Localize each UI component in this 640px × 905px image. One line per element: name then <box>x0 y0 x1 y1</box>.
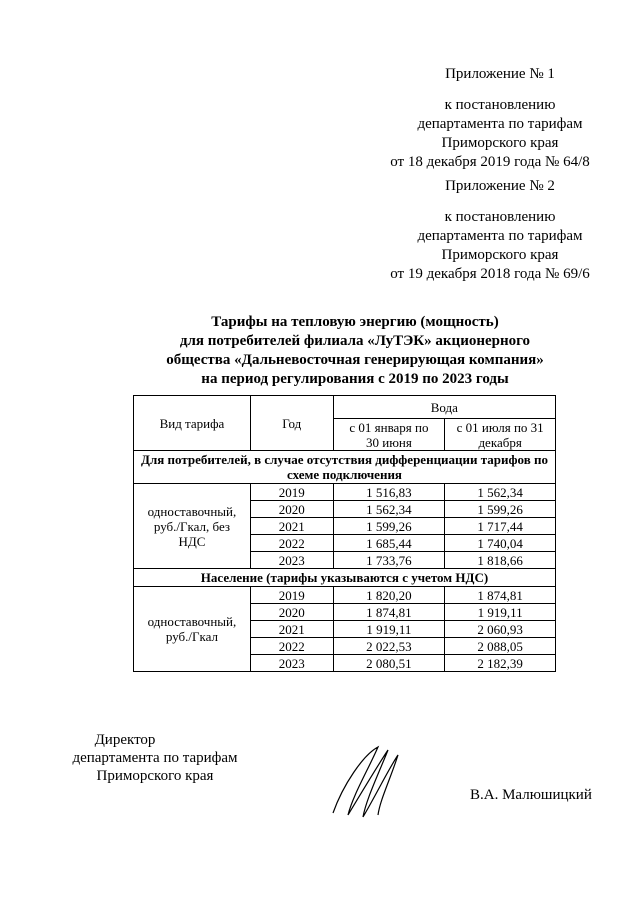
tariff-h1-cell: 1 685,44 <box>333 535 445 552</box>
year-cell: 2023 <box>250 552 333 569</box>
tariff-h1-cell: 1 820,20 <box>333 587 445 604</box>
header-year: Год <box>250 396 333 451</box>
appendix-1-title: Приложение № 1 <box>445 66 555 82</box>
header-h2: с 01 июля по 31 декабря <box>445 419 556 451</box>
section-title: Для потребителей, в случае отсутствия дифференциации тарифов по схеме подключения <box>134 451 556 484</box>
tariff-h1-cell: 2 022,53 <box>333 638 445 655</box>
tariff-h2-cell: 1 874,81 <box>445 587 556 604</box>
position-line: Директор <box>94 732 156 748</box>
tariff-h1-cell: 2 080,51 <box>333 655 445 672</box>
title-line: Тарифы на тепловую энергию (мощность) <box>211 314 499 330</box>
year-cell: 2022 <box>250 638 333 655</box>
header-water: Вода <box>333 396 555 419</box>
appendix-1 <box>390 65 600 172</box>
tariff-type-label: одноставочный, руб./Гкал, без НДС <box>134 484 251 569</box>
tariff-h1-cell: 1 599,26 <box>333 518 445 535</box>
table-row <box>134 484 556 501</box>
tariff-h2-cell: 2 060,93 <box>445 621 556 638</box>
appendix-line: от 19 декабря 2018 года № 69/6 <box>390 266 590 282</box>
tariff-h1-cell: 1 516,83 <box>333 484 445 501</box>
position-line: департамента по тарифам <box>72 750 238 766</box>
year-cell: 2022 <box>250 535 333 552</box>
title-line: общества «Дальневосточная генерирующая компания» <box>166 352 544 368</box>
title-line: для потребителей филиала «ЛуТЭК» акционерного <box>179 333 531 349</box>
title-line: на период регулирования с 2019 по 2023 годы <box>201 371 509 387</box>
appendix-line: от 18 декабря 2019 года № 64/8 <box>390 154 590 170</box>
tariff-h2-cell: 2 182,39 <box>445 655 556 672</box>
year-cell: 2019 <box>250 587 333 604</box>
tariff-type-label: одноставочный, руб./Гкал <box>134 587 251 672</box>
appendix-line: Приморского края <box>441 135 559 151</box>
signatory-position <box>40 731 270 785</box>
appendix-line: к постановлению <box>444 97 556 113</box>
tariff-table <box>133 395 556 672</box>
table-row <box>134 587 556 604</box>
year-cell: 2021 <box>250 518 333 535</box>
document-title <box>120 313 590 389</box>
year-cell: 2019 <box>250 484 333 501</box>
appendix-line: Приморского края <box>441 247 559 263</box>
section-title: Население (тарифы указываются с учетом НДС) <box>134 569 556 587</box>
tariff-h2-cell: 1 717,44 <box>445 518 556 535</box>
year-cell: 2020 <box>250 501 333 518</box>
appendix-2 <box>390 177 600 284</box>
tariff-h2-cell: 1 740,04 <box>445 535 556 552</box>
tariff-h2-cell: 2 088,05 <box>445 638 556 655</box>
appendix-line: департамента по тарифам <box>417 228 583 244</box>
appendix-2-title: Приложение № 2 <box>445 178 555 194</box>
header-h1: с 01 января по 30 июня <box>333 419 445 451</box>
section-row <box>134 451 556 484</box>
signatory-name: В.А. Малюшицкий <box>470 787 592 803</box>
tariff-h2-cell: 1 599,26 <box>445 501 556 518</box>
signature-mark <box>318 735 408 825</box>
tariff-h1-cell: 1 874,81 <box>333 604 445 621</box>
tariff-h2-cell: 1 818,66 <box>445 552 556 569</box>
year-cell: 2023 <box>250 655 333 672</box>
tariff-h1-cell: 1 733,76 <box>333 552 445 569</box>
tariff-h2-cell: 1 562,34 <box>445 484 556 501</box>
tariff-h1-cell: 1 562,34 <box>333 501 445 518</box>
header-type: Вид тарифа <box>134 396 251 451</box>
tariff-h1-cell: 1 919,11 <box>333 621 445 638</box>
position-line: Приморского края <box>96 768 214 784</box>
appendix-line: департамента по тарифам <box>417 116 583 132</box>
year-cell: 2021 <box>250 621 333 638</box>
section-row <box>134 569 556 587</box>
appendix-line: к постановлению <box>444 209 556 225</box>
year-cell: 2020 <box>250 604 333 621</box>
tariff-h2-cell: 1 919,11 <box>445 604 556 621</box>
